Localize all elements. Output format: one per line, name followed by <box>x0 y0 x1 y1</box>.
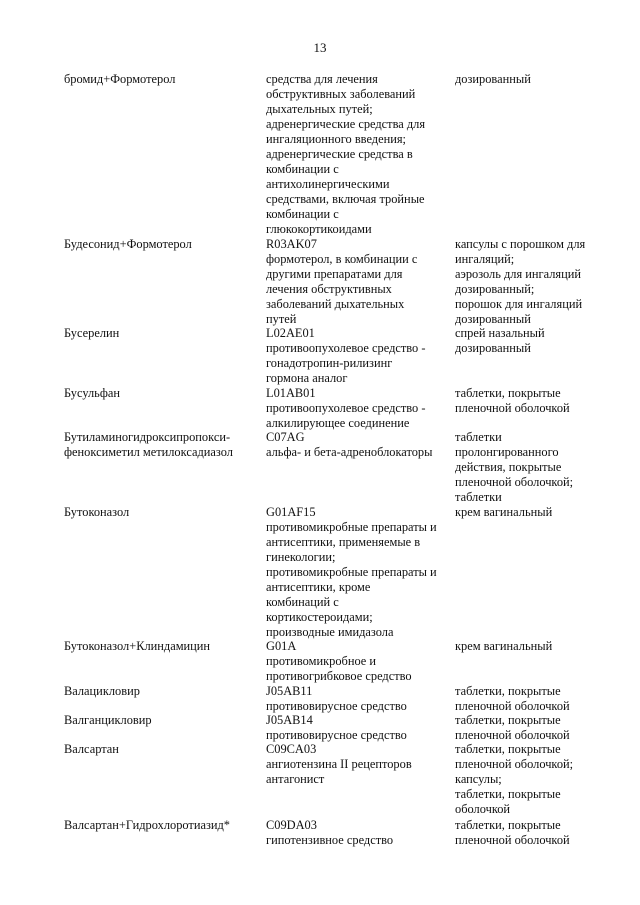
drug-name-cell <box>64 237 249 252</box>
drug-name-cell <box>64 386 249 401</box>
cell-line: противомикробные препараты и <box>266 520 437 534</box>
cell-line: гонадотропин-рилизинг <box>266 356 393 370</box>
cell-line: антихолинергическими <box>266 177 390 191</box>
cell-line: Валацикловир <box>64 684 140 698</box>
cell-line: противоопухолевое средство - <box>266 341 426 355</box>
cell-line: пленочной оболочкой <box>455 833 570 847</box>
cell-line: Бутоконазол <box>64 505 130 519</box>
cell-line: другими препаратами для <box>266 267 403 281</box>
atc-code-cell <box>266 818 452 848</box>
cell-line: L01AB01 <box>266 386 316 400</box>
cell-line: таблетки <box>455 430 502 444</box>
cell-line: гипотензивное средство <box>266 833 394 847</box>
atc-code-cell <box>266 430 452 460</box>
drug-name-cell <box>64 684 249 699</box>
dosage-form-cell <box>455 639 635 654</box>
atc-code-cell <box>266 742 452 787</box>
cell-line: Бусульфан <box>64 386 120 400</box>
atc-code-cell <box>266 639 452 684</box>
cell-line: антисептики, кроме <box>266 580 371 594</box>
cell-line: гинекологии; <box>266 550 336 564</box>
cell-line: альфа- и бета-адреноблокаторы <box>266 445 433 459</box>
drug-name-cell <box>64 430 249 460</box>
page-number: 13 <box>313 40 327 55</box>
cell-line: антисептики, применяемые в <box>266 535 421 549</box>
drug-name-cell <box>64 505 249 520</box>
cell-line: дозированный <box>455 72 531 86</box>
cell-line: пленочной оболочкой; <box>455 757 574 771</box>
dosage-form-cell <box>455 713 635 743</box>
cell-line: крем вагинальный <box>455 639 553 653</box>
cell-line: средства для лечения <box>266 72 378 86</box>
cell-line: формотерол, в комбинации с <box>266 252 418 266</box>
cell-line: противогрибковое средство <box>266 669 412 683</box>
cell-line: противомикробное и <box>266 654 377 668</box>
cell-line: пленочной оболочкой <box>455 401 570 415</box>
cell-line: таблетки, покрытые <box>455 684 561 698</box>
cell-line: пленочной оболочкой <box>455 728 570 742</box>
cell-line: заболеваний дыхательных <box>266 297 405 311</box>
cell-line: R03AK07 <box>266 237 317 251</box>
cell-line: G01AF15 <box>266 505 316 519</box>
cell-line: адренергические средства для <box>266 117 426 131</box>
dosage-form-cell <box>455 386 635 416</box>
cell-line: G01A <box>266 639 297 653</box>
drug-name-cell <box>64 713 249 728</box>
cell-line: порошок для ингаляций <box>455 297 583 311</box>
cell-line: комбинаций с <box>266 595 339 609</box>
cell-line: пленочной оболочкой; <box>455 475 574 489</box>
dosage-form-cell <box>455 684 635 714</box>
cell-line: алкилирующее соединение <box>266 416 410 430</box>
cell-line: гормона аналог <box>266 371 348 385</box>
cell-line: C07AG <box>266 430 305 444</box>
cell-line: капсулы с порошком для <box>455 237 586 251</box>
drug-name-cell <box>64 72 249 87</box>
cell-line: действия, покрытые <box>455 460 562 474</box>
cell-line: ингаляций; <box>455 252 515 266</box>
cell-line: пленочной оболочкой <box>455 699 570 713</box>
cell-line: путей <box>266 312 297 326</box>
cell-line: таблетки, покрытые <box>455 818 561 832</box>
cell-line: таблетки, покрытые <box>455 742 561 756</box>
cell-line: дыхательных путей; <box>266 102 373 116</box>
cell-line: оболочкой <box>455 802 511 816</box>
dosage-form-cell <box>455 742 635 817</box>
atc-code-cell <box>266 237 452 327</box>
cell-line: производные имидазола <box>266 625 394 639</box>
cell-line: спрей назальный <box>455 326 545 340</box>
cell-line: дозированный; <box>455 282 535 296</box>
cell-line: Будесонид+Формотерол <box>64 237 192 251</box>
cell-line: противоопухолевое средство - <box>266 401 426 415</box>
cell-line: Валсартан+Гидрохлоротиазид* <box>64 818 231 832</box>
dosage-form-cell <box>455 430 635 505</box>
cell-line: L02AE01 <box>266 326 315 340</box>
cell-line: Бутиламиногидроксипропокси- <box>64 430 231 444</box>
atc-code-cell <box>266 713 452 743</box>
cell-line: ингаляционного введения; <box>266 132 406 146</box>
cell-line: пролонгированного <box>455 445 559 459</box>
cell-line: таблетки, покрытые <box>455 787 561 801</box>
cell-line: адренергические средства в <box>266 147 413 161</box>
cell-line: аэрозоль для ингаляций <box>455 267 582 281</box>
atc-code-cell <box>266 326 452 386</box>
cell-line: обструктивных заболеваний <box>266 87 416 101</box>
cell-line: антагонист <box>266 772 325 786</box>
drug-name-cell <box>64 742 249 757</box>
drug-name-cell <box>64 818 249 833</box>
dosage-form-cell <box>455 326 635 356</box>
cell-line: средствами, включая тройные <box>266 192 425 206</box>
cell-line: таблетки <box>455 490 502 504</box>
cell-line: бромид+Формотерол <box>64 72 176 86</box>
cell-line: комбинации с <box>266 162 339 176</box>
atc-code-cell <box>266 505 452 640</box>
cell-line: дозированный <box>455 341 531 355</box>
dosage-form-cell <box>455 505 635 520</box>
drug-name-cell <box>64 326 249 341</box>
dosage-form-cell <box>455 72 635 87</box>
cell-line: лечения обструктивных <box>266 282 392 296</box>
cell-line: Валсартан <box>64 742 119 756</box>
cell-line: таблетки, покрытые <box>455 386 561 400</box>
cell-line: крем вагинальный <box>455 505 553 519</box>
cell-line: ангиотензина II рецепторов <box>266 757 412 771</box>
atc-code-cell <box>266 684 452 714</box>
cell-line: кортикостероидами; <box>266 610 373 624</box>
cell-line: противовирусное средство <box>266 728 407 742</box>
cell-line: противовирусное средство <box>266 699 407 713</box>
dosage-form-cell <box>455 237 635 327</box>
cell-line: капсулы; <box>455 772 502 786</box>
cell-line: C09DA03 <box>266 818 317 832</box>
cell-line: дозированный <box>455 312 531 326</box>
cell-line: феноксиметил метилоксадиазол <box>64 445 233 459</box>
drug-name-cell <box>64 639 249 654</box>
cell-line: глюкокортикоидами <box>266 222 372 236</box>
atc-code-cell <box>266 386 452 431</box>
cell-line: Бутоконазол+Клиндамицин <box>64 639 211 653</box>
cell-line: J05AB14 <box>266 713 313 727</box>
cell-line: J05AB11 <box>266 684 313 698</box>
cell-line: C09CA03 <box>266 742 317 756</box>
cell-line: противомикробные препараты и <box>266 565 437 579</box>
cell-line: таблетки, покрытые <box>455 713 561 727</box>
cell-line: комбинации с <box>266 207 339 221</box>
cell-line: Бусерелин <box>64 326 120 340</box>
atc-code-cell <box>266 72 452 237</box>
dosage-form-cell <box>455 818 635 848</box>
cell-line: Валганцикловир <box>64 713 152 727</box>
